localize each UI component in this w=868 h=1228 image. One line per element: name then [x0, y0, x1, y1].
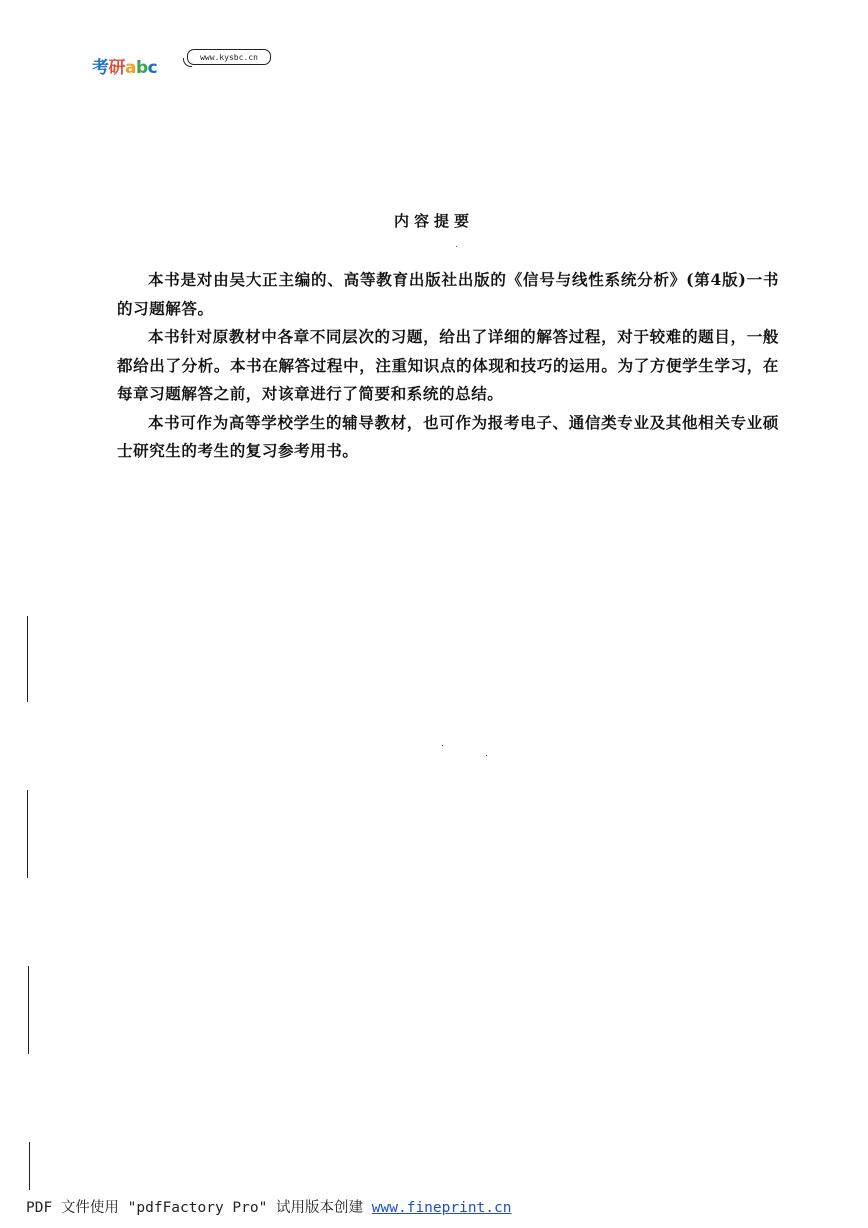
- logo-char-4: b: [135, 58, 148, 78]
- footer-link[interactable]: www.fineprint.cn: [371, 1200, 512, 1216]
- paragraph-2: 本书针对原教材中各章不同层次的习题，给出了详细的解答过程，对于较难的题目，一般都给出了分析。本书在解答过程中，注重知识点的体现和技巧的运用。为了方便学生学习，在每章习题解答之前，对该章进行了简要和系统的总结。: [117, 327, 779, 403]
- pdf-footer: [26, 1196, 511, 1217]
- logo-char-2: 研: [108, 58, 125, 78]
- logo-char-3: a: [125, 58, 136, 78]
- paragraph-3: 本书可作为高等学校学生的辅导教材，也可作为报考电子、通信类专业及其他相关专业硕士研究生的考生的复习参考用书。: [117, 412, 779, 460]
- logo-char-5: c: [147, 58, 158, 78]
- scan-margin-line: [29, 1142, 30, 1190]
- scan-speck: [456, 246, 457, 247]
- logo-char-1: 考: [92, 58, 109, 78]
- scan-speck: [442, 745, 443, 746]
- scan-margin-line: [27, 616, 28, 702]
- scan-margin-line: [28, 966, 29, 1054]
- paragraph-1: 本书是对由吴大正主编的、高等教育出版社出版的《信号与线性系统分析》(第4版)一书的习题解答。: [117, 270, 779, 318]
- page-title: 内容提要: [393, 212, 474, 230]
- abstract-body: [117, 266, 779, 466]
- footer-text: PDF 文件使用 "pdfFactory Pro" 试用版本创建: [26, 1200, 372, 1216]
- site-logo: [92, 60, 157, 77]
- url-badge: www.kysbc.cn: [187, 49, 271, 65]
- scan-margin-line: [27, 790, 28, 878]
- scan-speck: [486, 755, 487, 756]
